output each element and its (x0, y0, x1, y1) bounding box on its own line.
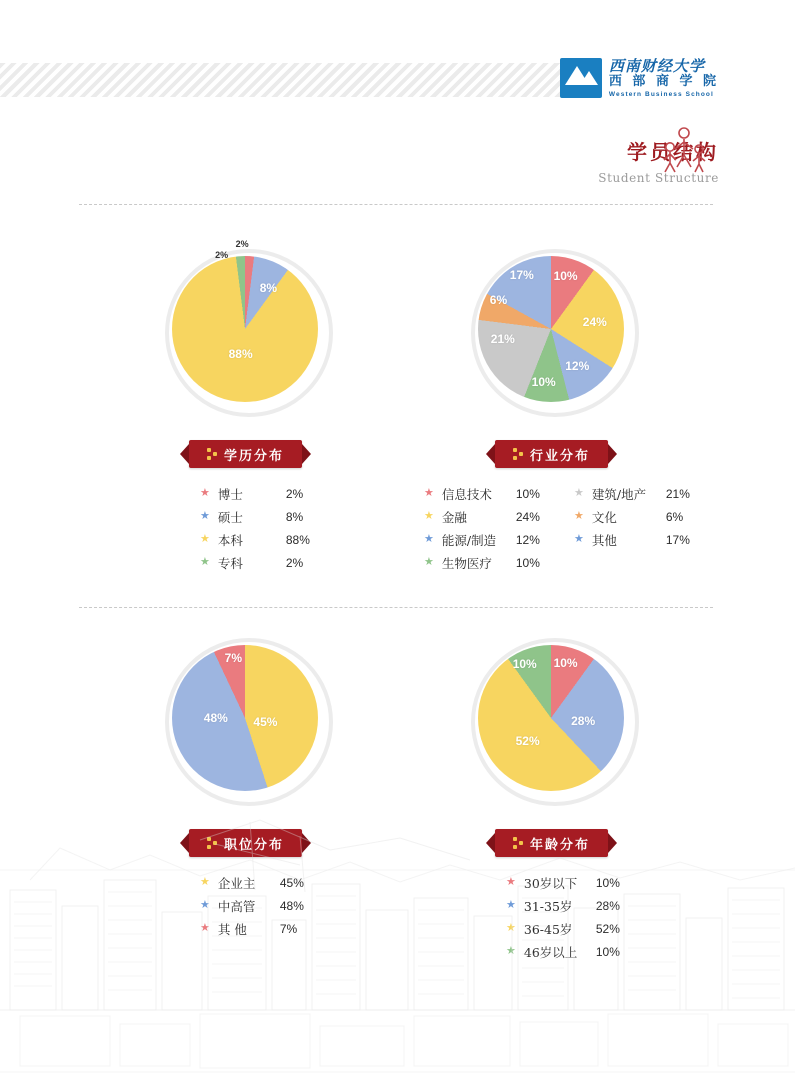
banner-position-label: 职位分布 (223, 837, 284, 853)
legend-value: 2% (285, 486, 304, 501)
legend-item (200, 551, 332, 574)
banner-age-label: 年龄分布 (529, 837, 590, 853)
divider-top (79, 204, 713, 205)
legend-value: 10% (515, 555, 540, 570)
star-icon: ★ (200, 556, 210, 568)
chart-industry-label-0: 10% (553, 269, 578, 284)
star-icon: ★ (506, 876, 516, 888)
legend-item (424, 482, 574, 505)
legend-value: 8% (285, 509, 304, 524)
star-icon: ★ (424, 533, 434, 545)
legend-label: 专科 (217, 555, 243, 571)
legend-item (574, 528, 714, 551)
legend-value: 10% (595, 875, 620, 890)
divider-middle (79, 607, 713, 608)
star-icon: ★ (200, 899, 210, 911)
chart-industry-pie (478, 256, 624, 402)
legend-label: 46岁以上 (523, 944, 578, 960)
star-icon: ★ (424, 487, 434, 499)
chart-education-label-3: 2% (215, 249, 229, 260)
star-icon: ★ (424, 510, 434, 522)
legend-label: 建筑/地产 (591, 486, 647, 502)
banner-industry-label: 行业分布 (529, 448, 590, 464)
legend-value: 10% (515, 486, 540, 501)
legend-item (424, 505, 574, 528)
legend-value: 52% (595, 921, 620, 936)
chart-age-pie (478, 645, 624, 791)
star-icon: ★ (506, 922, 516, 934)
chart-position-label-0: 45% (253, 715, 278, 730)
university-logo (560, 58, 719, 98)
star-icon: ★ (574, 510, 584, 522)
logo-name-cn2: 西 部 商 学 院 (608, 73, 719, 89)
legend-label: 其他 (591, 532, 617, 548)
legend-label: 中高管 (217, 898, 256, 914)
page-title (598, 136, 719, 185)
logo-name-cn1: 西南财经大学 (608, 57, 705, 76)
mountain-logo-icon (560, 58, 602, 98)
chart-age-label-3: 10% (512, 656, 537, 671)
legend-label: 信息技术 (441, 486, 492, 502)
legend-value: 17% (665, 532, 690, 547)
chart-age-label-2: 52% (515, 734, 540, 749)
legend-education (200, 482, 332, 574)
chart-age-label-0: 10% (553, 655, 578, 670)
star-icon: ★ (200, 922, 210, 934)
legend-label: 36-45岁 (523, 921, 573, 937)
banner-education (189, 440, 302, 468)
logo-name-en: Western Business School (608, 90, 714, 98)
legend-label: 生物医疗 (441, 555, 492, 571)
page-title-en: Student Structure (598, 171, 719, 185)
chart-education-label-0: 2% (235, 239, 249, 250)
legend-label: 企业主 (217, 875, 256, 891)
legend-label: 其 他 (217, 921, 247, 937)
legend-value: 88% (285, 532, 310, 547)
logo-text (609, 58, 719, 97)
chart-education-pie (172, 239, 318, 402)
chart-industry-label-2: 12% (565, 358, 590, 373)
legend-value: 10% (595, 944, 620, 959)
chart-position-pie (172, 645, 318, 791)
banner-dots-icon (513, 448, 524, 460)
legend-label: 31-35岁 (523, 898, 573, 914)
legend-item (200, 505, 332, 528)
legend-label: 本科 (217, 532, 243, 548)
legend-item (424, 528, 574, 551)
star-icon: ★ (506, 899, 516, 911)
legend-label: 硕士 (217, 509, 243, 525)
star-icon: ★ (506, 945, 516, 957)
chart-industry-label-6: 17% (509, 267, 534, 282)
legend-item (424, 551, 574, 574)
legend-value: 6% (665, 509, 684, 524)
legend-label: 文化 (591, 509, 617, 525)
legend-label: 博士 (217, 486, 243, 502)
chart-position-label-2: 7% (224, 651, 242, 666)
legend-value: 48% (279, 898, 304, 913)
legend-value: 24% (515, 509, 540, 524)
chart-industry-label-3: 10% (531, 374, 556, 389)
legend-item (574, 482, 714, 505)
legend-label: 金融 (441, 509, 467, 525)
legend-value: 12% (515, 532, 540, 547)
star-icon: ★ (200, 487, 210, 499)
hatched-band (0, 63, 565, 97)
banner-industry (495, 440, 608, 468)
star-icon: ★ (424, 556, 434, 568)
legend-value: 7% (279, 921, 298, 936)
chart-position-label-1: 48% (203, 711, 228, 725)
star-icon: ★ (200, 533, 210, 545)
legend-industry (424, 482, 714, 574)
star-icon: ★ (200, 876, 210, 888)
chart-industry-label-1: 24% (582, 314, 607, 329)
legend-value: 45% (279, 875, 304, 890)
legend-item (574, 505, 714, 528)
page-title-cn: 学员结构 (627, 140, 719, 164)
legend-value: 28% (595, 898, 620, 913)
chart-education-label-1: 8% (259, 281, 278, 296)
banner-education-label: 学历分布 (223, 448, 284, 464)
chart-education-label-2: 88% (228, 346, 253, 361)
legend-item (200, 528, 332, 551)
legend-value: 21% (665, 486, 690, 501)
legend-label: 30岁以下 (523, 875, 578, 891)
star-icon: ★ (200, 510, 210, 522)
legend-item (200, 482, 332, 505)
chart-industry-label-5: 6% (489, 292, 508, 307)
banner-dots-icon (207, 448, 218, 460)
legend-value: 2% (285, 555, 304, 570)
cityscape-watermark (0, 810, 795, 1080)
star-icon: ★ (574, 487, 584, 499)
star-icon: ★ (574, 533, 584, 545)
chart-age-label-1: 28% (571, 713, 596, 728)
people-icon (661, 122, 707, 174)
legend-label: 能源/制造 (441, 532, 497, 548)
chart-industry-label-4: 21% (490, 332, 515, 347)
